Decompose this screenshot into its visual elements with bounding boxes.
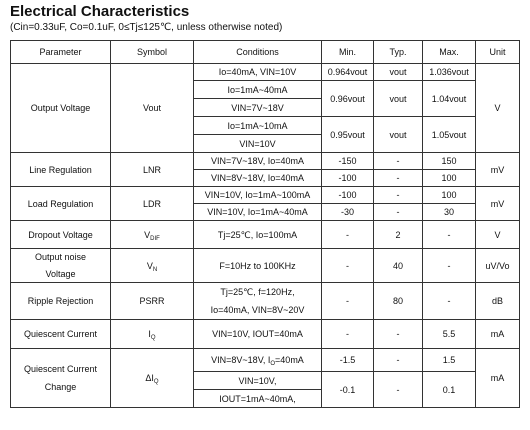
table-row <box>11 153 520 170</box>
typ-cell: vout <box>374 81 423 117</box>
condition-cell: VIN=10V, Io=1mA~100mA <box>194 187 322 204</box>
unit-cell: uV/Vo <box>476 249 520 283</box>
min-cell: - <box>322 320 374 349</box>
unit-cell: V <box>476 64 520 153</box>
symbol-ldr: LDR <box>111 187 194 221</box>
condition-cell: Io=1mA~10mA <box>194 117 322 135</box>
header-typ: Typ. <box>374 41 423 64</box>
max-cell: 150 <box>423 153 476 170</box>
table-row <box>11 320 520 349</box>
typ-cell: 2 <box>374 221 423 249</box>
header-parameter: Parameter <box>11 41 111 64</box>
table-row <box>11 349 520 372</box>
unit-cell: mV <box>476 187 520 221</box>
condition-cell: VIN=10V, <box>194 372 322 390</box>
max-cell: - <box>423 249 476 283</box>
max-cell: 0.1 <box>423 372 476 408</box>
typ-cell: - <box>374 320 423 349</box>
max-cell: 100 <box>423 170 476 187</box>
param-output-noise: Output noise Voltage <box>11 249 111 283</box>
max-cell: - <box>423 283 476 320</box>
typ-cell: - <box>374 170 423 187</box>
condition-cell: VIN=10V, IOUT=40mA <box>194 320 322 349</box>
header-conditions: Conditions <box>194 41 322 64</box>
condition-cell: Tj=25℃, f=120Hz, Io=40mA, VIN=8V~20V <box>194 283 322 320</box>
typ-cell: - <box>374 372 423 408</box>
symbol-delta-iq: $\Delta I_Q$ <box>111 349 194 408</box>
symbol-vdif: $V_{DIF}$ <box>111 221 194 249</box>
condition-cell: VIN=7V~18V, Io=40mA <box>194 153 322 170</box>
param-line-regulation: Line Regulation <box>11 153 111 187</box>
typ-cell: 40 <box>374 249 423 283</box>
unit-cell: dB <box>476 283 520 320</box>
param-ripple-rejection: Ripple Rejection <box>11 283 111 320</box>
max-cell: 1.036vout <box>423 64 476 81</box>
unit-cell: mA <box>476 320 520 349</box>
param-quiescent-current-change: Quiescent Current Change <box>11 349 111 408</box>
min-cell: -150 <box>322 153 374 170</box>
condition-cell: VIN=8V~18V, Io=40mA <box>194 170 322 187</box>
table-row <box>11 187 520 204</box>
electrical-characteristics-table <box>10 40 520 408</box>
min-cell: 0.964vout <box>322 64 374 81</box>
max-cell: 100 <box>423 187 476 204</box>
table-header-row <box>11 41 520 64</box>
param-load-regulation: Load Regulation <box>11 187 111 221</box>
typ-cell: - <box>374 349 423 372</box>
condition-cell: IOUT=1mA~40mA, <box>194 390 322 408</box>
header-unit: Unit <box>476 41 520 64</box>
min-cell: -100 <box>322 187 374 204</box>
param-quiescent-current: Quiescent Current <box>11 320 111 349</box>
min-cell: 0.96vout <box>322 81 374 117</box>
unit-cell: mV <box>476 153 520 187</box>
min-cell: -0.1 <box>322 372 374 408</box>
table-row <box>11 283 520 320</box>
max-cell: - <box>423 221 476 249</box>
min-cell: - <box>322 249 374 283</box>
condition-cell: Tj=25℃, Io=100mA <box>194 221 322 249</box>
param-output-voltage: Output Voltage <box>11 64 111 153</box>
symbol-vout: Vout <box>111 64 194 153</box>
min-cell: - <box>322 221 374 249</box>
max-cell: 30 <box>423 204 476 221</box>
min-cell: 0.95vout <box>322 117 374 153</box>
header-min: Min. <box>322 41 374 64</box>
typ-cell: 80 <box>374 283 423 320</box>
symbol-lnr: LNR <box>111 153 194 187</box>
table-row <box>11 249 520 283</box>
condition-cell: VIN=10V, Io=1mA~40mA <box>194 204 322 221</box>
condition-cell: F=10Hz to 100KHz <box>194 249 322 283</box>
typ-cell: - <box>374 153 423 170</box>
typ-cell: - <box>374 187 423 204</box>
symbol-iq: $I_Q$ <box>111 320 194 349</box>
condition-cell: Io=1mA~40mA <box>194 81 322 99</box>
typ-cell: vout <box>374 117 423 153</box>
condition-cell: VIN=8V~18V, $I_O=40mA$ <box>194 349 322 372</box>
min-cell: -30 <box>322 204 374 221</box>
condition-cell: VIN=10V <box>194 135 322 153</box>
unit-cell: mA <box>476 349 520 408</box>
max-cell: 1.05vout <box>423 117 476 153</box>
unit-cell: V <box>476 221 520 249</box>
min-cell: -1.5 <box>322 349 374 372</box>
table-row <box>11 64 520 81</box>
test-conditions-note: (Cin=0.33uF, Co=0.1uF, 0≤Tj≤125℃, unless otherwise noted) <box>10 22 283 33</box>
symbol-vn: $V_N$ <box>111 249 194 283</box>
max-cell: 1.5 <box>423 349 476 372</box>
param-dropout-voltage: Dropout Voltage <box>11 221 111 249</box>
max-cell: 1.04vout <box>423 81 476 117</box>
header-max: Max. <box>423 41 476 64</box>
header-symbol: Symbol <box>111 41 194 64</box>
condition-cell: VIN=7V~18V <box>194 99 322 117</box>
max-cell: 5.5 <box>423 320 476 349</box>
min-cell: -100 <box>322 170 374 187</box>
typ-cell: - <box>374 204 423 221</box>
section-title: Electrical Characteristics <box>10 3 190 20</box>
condition-cell: Io=40mA, VIN=10V <box>194 64 322 81</box>
min-cell: - <box>322 283 374 320</box>
table-row <box>11 221 520 249</box>
symbol-psrr: PSRR <box>111 283 194 320</box>
typ-cell: vout <box>374 64 423 81</box>
